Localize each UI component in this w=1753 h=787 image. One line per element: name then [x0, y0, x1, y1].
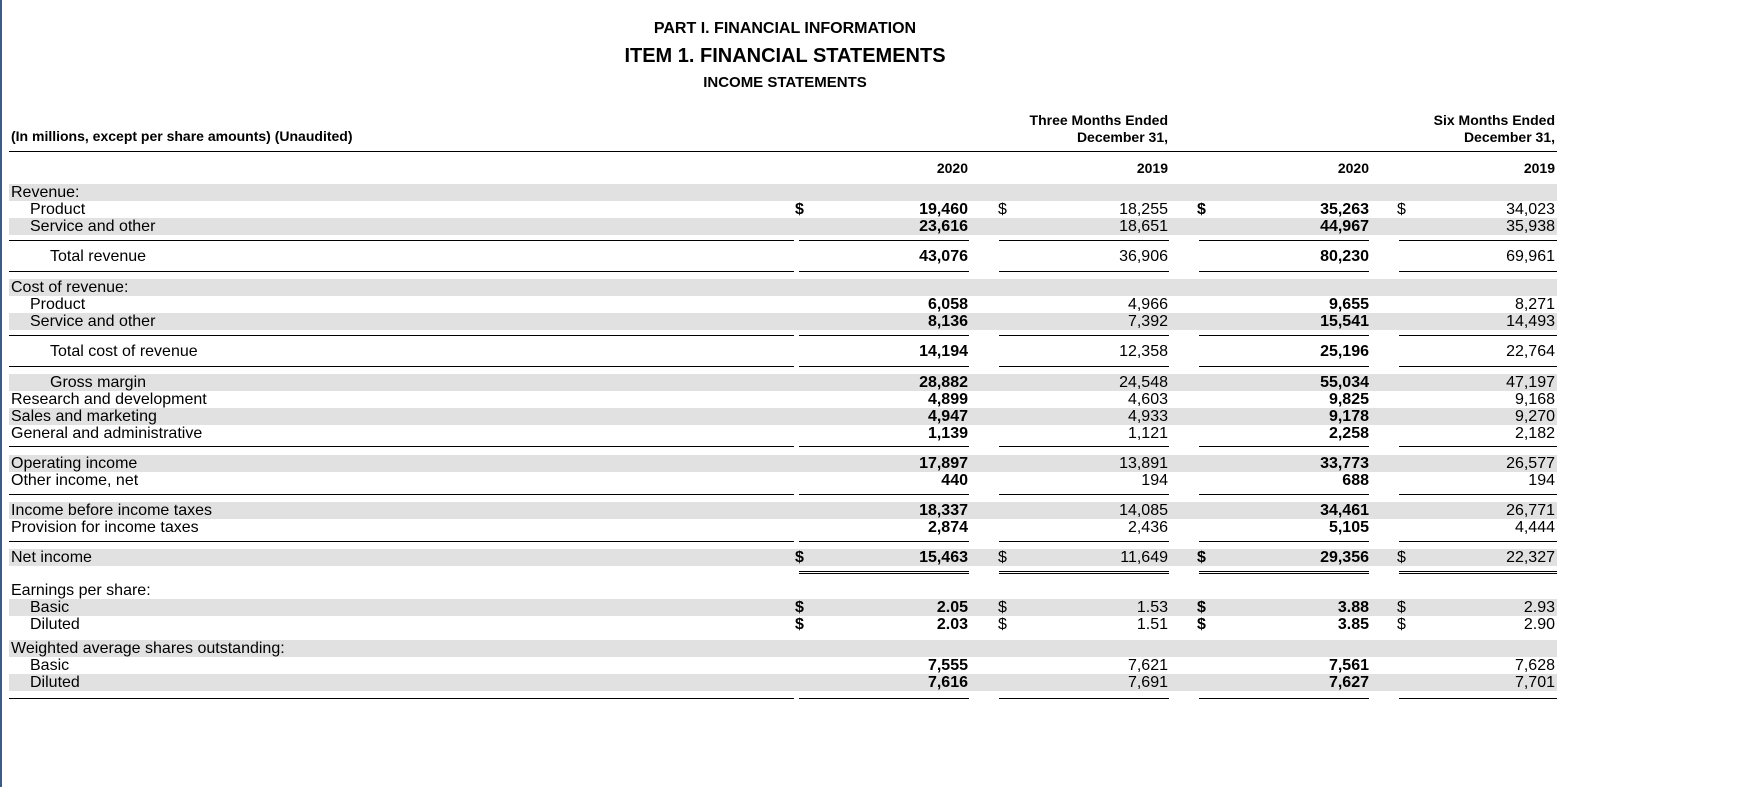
row-stripe: [9, 279, 1557, 296]
cell-value: 7,701: [1514, 674, 1555, 691]
currency-symbol: $: [998, 201, 1007, 218]
total-double-rule: [1399, 571, 1557, 574]
subtotal-rule: [1199, 446, 1369, 447]
cell-value: 2,258: [1328, 425, 1369, 442]
total-double-rule: [799, 571, 969, 574]
row-label: Net income: [11, 549, 92, 566]
window-edge: [0, 0, 2, 787]
cell-value: 8,271: [1514, 296, 1555, 313]
cell-value: 22,764: [1506, 343, 1555, 360]
currency-symbol: $: [1197, 549, 1206, 566]
cell-value: 9,825: [1328, 391, 1369, 408]
subtotal-rule: [1399, 698, 1557, 699]
cell-value: 7,621: [1127, 657, 1168, 674]
subtotal-rule: [1399, 335, 1557, 336]
cell-value: 4,933: [1127, 408, 1168, 425]
currency-symbol: $: [1397, 599, 1406, 616]
cell-value: 2,182: [1514, 425, 1555, 442]
subtotal-rule: [999, 494, 1169, 495]
cell-value: 17,897: [919, 455, 968, 472]
row-label: Operating income: [11, 455, 138, 472]
row-label: Earnings per share:: [11, 582, 151, 599]
cell-value: 26,771: [1506, 502, 1555, 519]
subtotal-rule: [1399, 494, 1557, 495]
cell-value: 3.88: [1337, 599, 1369, 616]
row-label: Service and other: [30, 218, 156, 235]
cell-value: 15,463: [919, 549, 968, 566]
row-label: Product: [30, 201, 86, 218]
three-months-header: [960, 112, 1168, 146]
cell-value: 34,461: [1320, 502, 1369, 519]
currency-symbol: $: [998, 599, 1007, 616]
cell-value: 4,899: [927, 391, 968, 408]
label-rule: [9, 494, 794, 495]
row-label: Product: [30, 296, 86, 313]
cell-value: 194: [1141, 472, 1168, 489]
cell-value: 35,263: [1320, 201, 1369, 218]
header-rule: [9, 151, 1557, 152]
subtotal-rule: [999, 366, 1169, 367]
subtotal-rule: [1399, 366, 1557, 367]
subtotal-rule: [999, 240, 1169, 241]
cell-value: 2.03: [936, 616, 968, 633]
row-label: Provision for income taxes: [11, 519, 199, 536]
cell-value: 14,493: [1506, 313, 1555, 330]
row-label: Basic: [30, 599, 70, 616]
currency-symbol: $: [1397, 201, 1406, 218]
cell-value: 28,882: [919, 374, 968, 391]
cell-value: 7,627: [1328, 674, 1369, 691]
currency-symbol: $: [795, 201, 804, 218]
cell-value: 19,460: [919, 201, 968, 218]
row-label: Other income, net: [11, 472, 139, 489]
part-heading: PART I. FINANCIAL INFORMATION: [653, 20, 917, 37]
cell-value: 26,577: [1506, 455, 1555, 472]
cell-value: 47,197: [1506, 374, 1555, 391]
cell-value: 80,230: [1320, 248, 1369, 265]
cell-value: 2,436: [1127, 519, 1168, 536]
row-label: General and administrative: [11, 425, 203, 442]
subtotal-rule: [799, 335, 969, 336]
cell-value: 18,255: [1119, 201, 1168, 218]
cell-value: 44,967: [1320, 218, 1369, 235]
label-rule: [9, 240, 794, 241]
six-months-line1: Six Months Ended: [1433, 112, 1555, 128]
cell-value: 2,874: [927, 519, 968, 536]
six-months-header: [1348, 112, 1555, 146]
row-label: Income before income taxes: [11, 502, 212, 519]
row-label: Sales and marketing: [11, 408, 157, 425]
units-note: (In millions, except per share amounts) (Unaudited): [11, 128, 353, 144]
subtotal-rule: [799, 271, 969, 272]
cell-value: 55,034: [1320, 374, 1369, 391]
cell-value: 11,649: [1120, 549, 1168, 566]
subtotal-rule: [1199, 494, 1369, 495]
cell-value: 9,178: [1328, 408, 1369, 425]
cell-value: 440: [941, 472, 968, 489]
year-col-1: 2020: [936, 160, 968, 176]
cell-value: 33,773: [1320, 455, 1369, 472]
subtotal-rule: [1399, 271, 1557, 272]
cell-value: 14,085: [1119, 502, 1168, 519]
cell-value: 6,058: [927, 296, 968, 313]
row-label: Diluted: [30, 674, 80, 691]
cell-value: 9,168: [1514, 391, 1555, 408]
row-label: Gross margin: [50, 374, 147, 391]
subtotal-rule: [1199, 240, 1369, 241]
label-rule: [9, 698, 794, 699]
currency-symbol: $: [998, 549, 1007, 566]
cell-value: 43,076: [919, 248, 968, 265]
subtotal-rule: [799, 366, 969, 367]
three-months-line2: December 31,: [1076, 129, 1168, 145]
subtotal-rule: [999, 698, 1169, 699]
currency-symbol: $: [1197, 616, 1206, 633]
cell-value: 4,966: [1127, 296, 1168, 313]
total-double-rule: [1199, 571, 1369, 574]
row-label: Basic: [30, 657, 70, 674]
cell-value: 1,139: [927, 425, 968, 442]
cell-value: 13,891: [1119, 455, 1168, 472]
label-rule: [9, 271, 794, 272]
cell-value: 7,561: [1328, 657, 1369, 674]
subtotal-rule: [1199, 271, 1369, 272]
currency-symbol: $: [1197, 201, 1206, 218]
cell-value: 22,327: [1506, 549, 1555, 566]
cell-value: 688: [1342, 472, 1369, 489]
label-rule: [9, 446, 794, 447]
row-label: Service and other: [30, 313, 156, 330]
statement-heading: INCOME STATEMENTS: [703, 74, 867, 91]
year-col-4: 2019: [1523, 160, 1555, 176]
subtotal-rule: [999, 446, 1169, 447]
subtotal-rule: [999, 335, 1169, 336]
subtotal-rule: [1199, 541, 1369, 542]
cell-value: 34,023: [1506, 201, 1555, 218]
currency-symbol: $: [1397, 549, 1406, 566]
cell-value: 3.85: [1337, 616, 1369, 633]
row-label: Total revenue: [50, 248, 147, 265]
cell-value: 2.90: [1523, 616, 1555, 633]
subtotal-rule: [1199, 698, 1369, 699]
six-months-line2: December 31,: [1463, 129, 1555, 145]
cell-value: 9,270: [1514, 408, 1555, 425]
cell-value: 7,392: [1127, 313, 1168, 330]
currency-symbol: $: [795, 616, 804, 633]
cell-value: 8,136: [927, 313, 968, 330]
total-double-rule: [999, 571, 1169, 574]
cell-value: 4,603: [1127, 391, 1168, 408]
label-rule: [9, 541, 794, 542]
three-months-line1: Three Months Ended: [1029, 112, 1168, 128]
cell-value: 2.05: [936, 599, 968, 616]
cell-value: 7,555: [927, 657, 968, 674]
cell-value: 24,548: [1119, 374, 1168, 391]
currency-symbol: $: [1197, 599, 1206, 616]
cell-value: 15,541: [1320, 313, 1369, 330]
row-stripe: [9, 184, 1557, 201]
year-col-2: 2019: [1136, 160, 1168, 176]
cell-value: 1.53: [1136, 599, 1168, 616]
cell-value: 2.93: [1523, 599, 1555, 616]
label-rule: [9, 335, 794, 336]
cell-value: 12,358: [1119, 343, 1168, 360]
subtotal-rule: [799, 698, 969, 699]
item-heading: ITEM 1. FINANCIAL STATEMENTS: [624, 45, 946, 67]
label-rule: [9, 366, 794, 367]
currency-symbol: $: [795, 599, 804, 616]
subtotal-rule: [1199, 335, 1369, 336]
cell-value: 69,961: [1506, 248, 1555, 265]
cell-value: 14,194: [919, 343, 968, 360]
row-label: Total cost of revenue: [50, 343, 198, 360]
cell-value: 29,356: [1320, 549, 1369, 566]
cell-value: 25,196: [1320, 343, 1369, 360]
row-label: Cost of revenue:: [11, 279, 129, 296]
row-label: Diluted: [30, 616, 80, 633]
subtotal-rule: [799, 446, 969, 447]
cell-value: 9,655: [1328, 296, 1369, 313]
cell-value: 4,444: [1514, 519, 1555, 536]
subtotal-rule: [799, 541, 969, 542]
subtotal-rule: [799, 494, 969, 495]
cell-value: 194: [1528, 472, 1555, 489]
cell-value: 35,938: [1506, 218, 1555, 235]
cell-value: 7,691: [1127, 674, 1168, 691]
row-label: Weighted average shares outstanding:: [11, 640, 285, 657]
cell-value: 1,121: [1127, 425, 1168, 442]
currency-symbol: $: [998, 616, 1007, 633]
cell-value: 7,616: [927, 674, 968, 691]
currency-symbol: $: [795, 549, 804, 566]
cell-value: 18,337: [919, 502, 968, 519]
subtotal-rule: [1199, 366, 1369, 367]
row-label: Research and development: [11, 391, 207, 408]
cell-value: 5,105: [1328, 519, 1369, 536]
cell-value: 36,906: [1119, 248, 1168, 265]
row-label: Revenue:: [11, 184, 80, 201]
cell-value: 23,616: [919, 218, 968, 235]
subtotal-rule: [1399, 541, 1557, 542]
currency-symbol: $: [1397, 616, 1406, 633]
cell-value: 4,947: [927, 408, 968, 425]
subtotal-rule: [1399, 240, 1557, 241]
cell-value: 1.51: [1136, 616, 1168, 633]
subtotal-rule: [999, 271, 1169, 272]
subtotal-rule: [999, 541, 1169, 542]
subtotal-rule: [1399, 446, 1557, 447]
cell-value: 7,628: [1514, 657, 1555, 674]
year-col-3: 2020: [1337, 160, 1369, 176]
subtotal-rule: [799, 240, 969, 241]
cell-value: 18,651: [1119, 218, 1168, 235]
